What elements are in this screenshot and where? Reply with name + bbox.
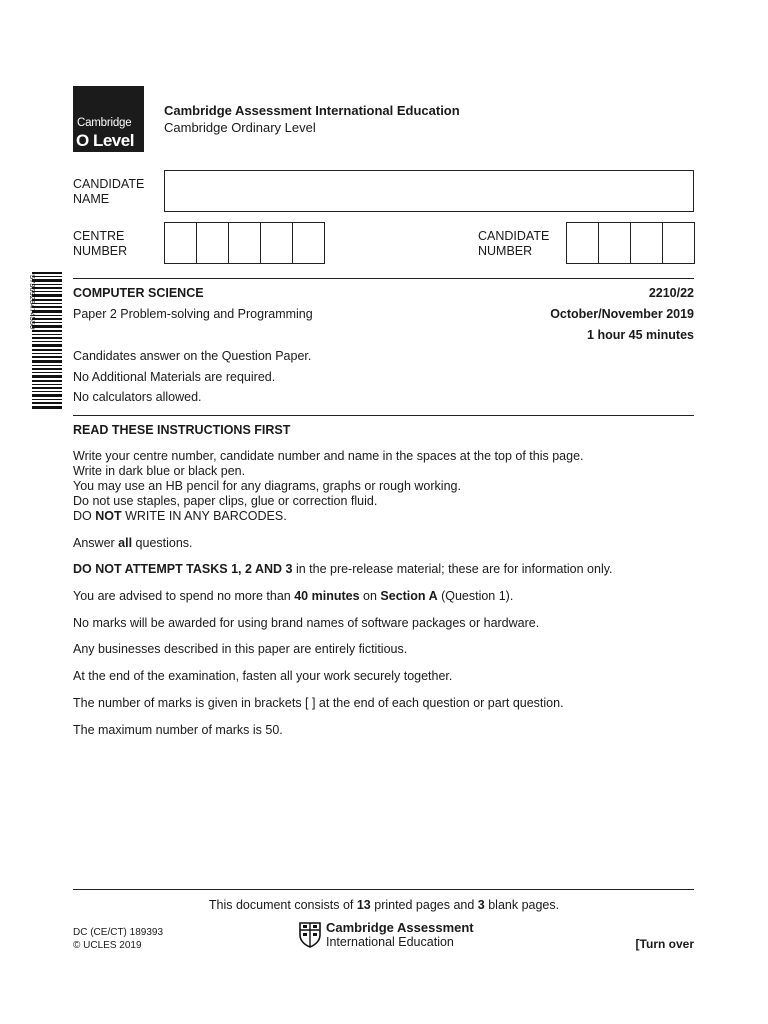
time-advice: You are advised to spend no more than 40 minutes on Section A (Question 1). <box>73 589 514 603</box>
materials-line-2: No Additional Materials are required. <box>73 370 276 384</box>
divider <box>73 889 694 890</box>
subject: COMPUTER SCIENCE <box>73 286 204 300</box>
candidate-number-cell[interactable] <box>630 222 663 264</box>
paper-title: Paper 2 Problem-solving and Programming <box>73 307 313 321</box>
centre-number-boxes[interactable] <box>165 222 325 264</box>
answer-all: Answer all questions. <box>73 536 193 550</box>
logo-line-2: O Level <box>76 131 134 150</box>
brand-names-note: No marks will be awarded for using brand names of software packages or hardware. <box>73 616 540 630</box>
centre-number-cell[interactable] <box>228 222 261 264</box>
cambridge-assessment-logo: Cambridge Assessment International Education <box>326 920 474 949</box>
footer-ref: DC (CE/CT) 189393 © UCLES 2019 <box>73 927 164 951</box>
page-count: This document consists of 13 printed pages and 3 blank pages. <box>208 898 560 912</box>
fictitious-note: Any businesses described in this paper are entirely fictitious. <box>73 642 408 656</box>
candidate-number-cell[interactable] <box>598 222 631 264</box>
org-title: Cambridge Assessment International Education <box>164 103 460 118</box>
materials-line-1: Candidates answer on the Question Paper. <box>73 349 312 363</box>
candidate-name-box[interactable] <box>164 170 694 212</box>
candidate-name-label: CANDIDATE NAME <box>73 177 145 206</box>
logo-line-1: Cambridge <box>77 117 132 129</box>
centre-number-cell[interactable] <box>196 222 229 264</box>
candidate-number-label: CANDIDATE NUMBER <box>478 229 550 258</box>
instructions-heading: READ THESE INSTRUCTIONS FIRST <box>73 423 291 437</box>
instructions-block: Write your centre number, candidate number and name in the spaces at the top of this page. Write in dark blue or black pen. You may use an HB pencil for any diagrams, graphs or rough working. Do not use staples, paper clips, glue or correction fluid. DO NOT WRITE IN ANY BARCODES. <box>73 449 584 523</box>
marks-note: The number of marks is given in brackets [ ] at the end of each question or part question. <box>73 696 564 710</box>
divider <box>73 415 694 416</box>
paper-code: 2210/22 <box>648 286 694 300</box>
cambridge-o-level-logo <box>73 86 144 152</box>
cambridge-shield-icon <box>298 921 322 948</box>
barcode-digits: *5736928474550* <box>28 272 37 333</box>
divider <box>73 278 694 279</box>
barcode <box>26 272 64 410</box>
centre-number-cell[interactable] <box>292 222 325 264</box>
max-marks-note: The maximum number of marks is 50. <box>73 723 283 737</box>
centre-number-cell[interactable] <box>260 222 293 264</box>
centre-number-label: CENTRE NUMBER <box>73 229 128 258</box>
centre-number-cell[interactable] <box>164 222 197 264</box>
materials-line-3: No calculators allowed. <box>73 390 202 404</box>
fasten-note: At the end of the examination, fasten all your work securely together. <box>73 669 453 683</box>
exam-session: October/November 2019 <box>550 307 694 321</box>
candidate-number-boxes[interactable] <box>567 222 695 264</box>
candidate-number-cell[interactable] <box>662 222 695 264</box>
turn-over: [Turn over <box>635 937 694 951</box>
pre-release-note: DO NOT ATTEMPT TASKS 1, 2 AND 3 in the pre-release material; these are for information only. <box>73 562 613 576</box>
exam-duration: 1 hour 45 minutes <box>587 328 694 342</box>
org-subtitle: Cambridge Ordinary Level <box>164 120 316 135</box>
candidate-number-cell[interactable] <box>566 222 599 264</box>
